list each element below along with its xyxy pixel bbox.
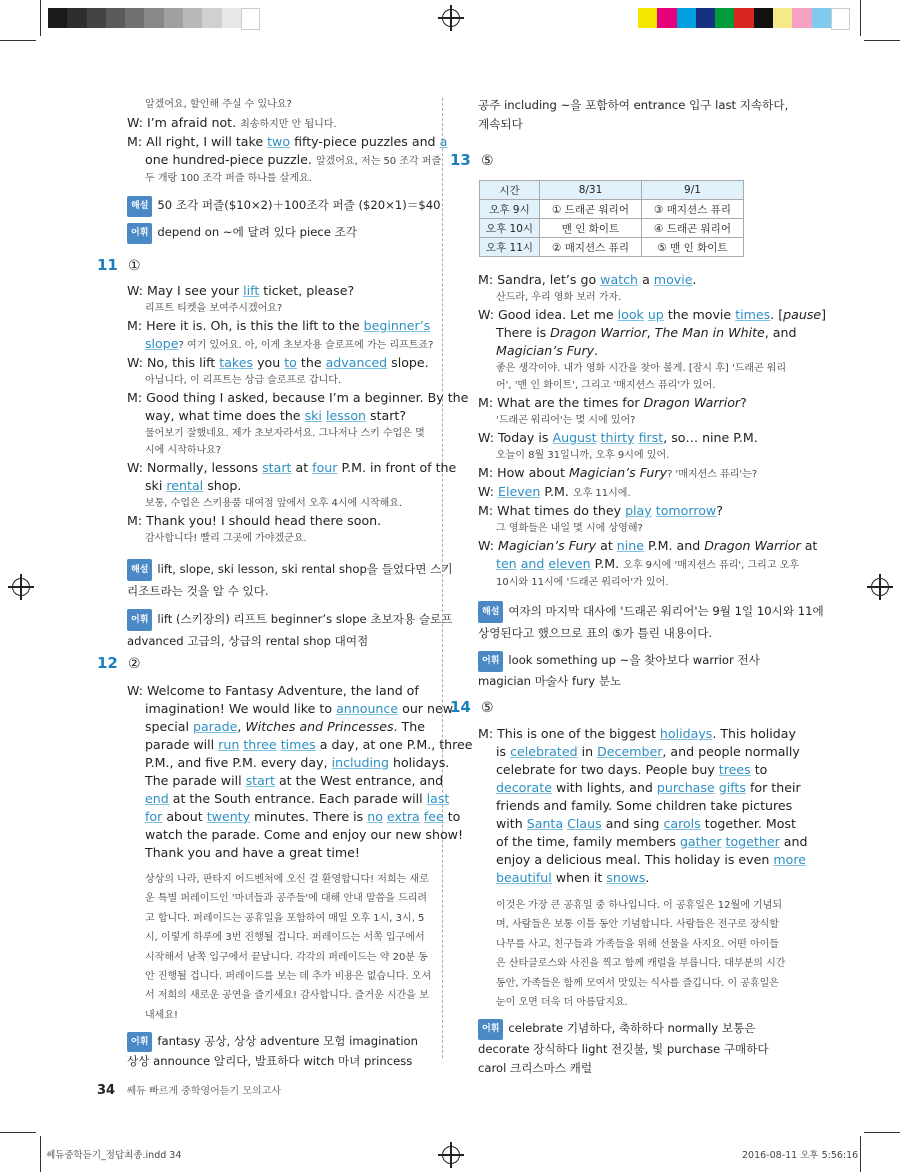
registration-mark-left: [12, 578, 30, 596]
explanation: 해설 50 조각 퍼즐($10×2)＋100조각 퍼즐 ($20×1)＝$40: [127, 196, 427, 217]
registration-mark-bottom: [442, 1146, 460, 1164]
book-title: 쎄듀 빠르게 중학영어듣기 모의고사: [126, 1086, 281, 1097]
left-column: 알겠어요, 할인해 주실 수 있나요? W: I’m afraid not. 최송하지만 안 됩니다. M: All right, I will take two fifty-piece puzzles and a one hundred-piece puzzle. 알겠어요, 저는 50 조각 퍼즐 두 개랑 100 조각 퍼즐 하나를 살게요. 해설 50 조각 퍼즐($10×2)＋100조각 퍼즐 ($20×1)＝$40 어휘 depend on ~에 달려 있다 piece 조각: [127, 96, 427, 244]
korean-translation: 상상의 나라, 판타지 어드벤처에 오신 걸 환영합니다! 저희는 새로 운 특별 퍼레이드인 '마녀들과 공주들'에 대해 안내 말씀을 드리려 고 합니다. 퍼레이드는 공휴일을 포함하여 매일 오후 1시, 3시, 5 시, 이렇게 하루에 3번 진행될 겁니다. 퍼레이드는 서쪽 입구에서 시작해서 남쪽 입구에서 끝납니다. 각각의 퍼레이드는 약 20분 동 안 진행될 겁니다. 퍼레이드를 보는 데 추가 비용은 없습니다. 오셔 서 저희의 새로운 공연을 즐기세요! 감사합니다. 즐거운 시간을 보 내세요!: [145, 874, 432, 1021]
crop-mark: [860, 1136, 861, 1172]
right-column-continuation: 공주 including ~을 포함하여 entrance 입구 last 지속하다, 계속되다: [478, 98, 789, 131]
crop-mark: [864, 1132, 900, 1133]
question-14-header: 14 ⑤: [450, 698, 494, 716]
crop-mark: [864, 40, 900, 41]
table-row: 오후 11시 ② 매지션스 퓨리 ⑤ 맨 인 화이트: [480, 238, 744, 257]
column-divider: [442, 98, 444, 1058]
table-row: 오후 10시 맨 인 화이트 ④ 드래곤 워리어: [480, 219, 744, 238]
korean-translation: 이것은 가장 큰 공휴일 중 하나입니다. 이 공휴일은 12월에 기념되 며, 사람들은 보통 이틀 동안 기념합니다. 사람들은 전구로 장식할 나무를 사고, 친구들과 가족들을 위해 선물을 사지요. 어떤 아이들 은 산타클로스와 사진을 찍고 함께 캐럴을 부릅니다. 대부분의 시간 동안, 가족들은 함께 모여서 맛있는 식사를 즐깁니다. 이 공휴일은 눈이 오면 더욱 더 아름답지요.: [496, 900, 786, 1009]
question-13-transcript: M: Sandra, let’s go watch a movie. 산드라, 우리 영화 보러 가자. W: Good idea. Let me look up the movie times. [pause] There is Dragon Warrior, The Man in White, and Magician’s Fury. 좋은 생각이야. 내가 영화 시간을 찾아 볼게. [잠시 후] '드래곤 워리 어', '맨 인 화이트', 그리고 '매지션스 퓨리'가 있어. M: What are the times for Dragon Warrior? '드래곤 워리어'는 몇 시에 있어? W: Today is August thirty first, so… nine P.M. 오늘이 8월 31일니까, 오후 9시에 있어. M: How about Magician’s Fury? '매지션스 퓨리'는? W: Eleven P.M. 오후 11시에. M: What times do they play tomorrow? 그 영화들은 내일 몇 시에 상영해? W: Magician’s Fury at nine P.M. and Dragon Warrior at ten and eleven P.M. 오후 9시에 '매지션스 퓨리', 그리고 오후 10시와 11시에 '드래곤 워리어'가 있어. 해설 여자의 마지막 대사에 '드래곤 워리어'는 9월 1일 10시와 11에 상영된다고 했으므로 표의 ⑤가 틀린 내용이다. 어휘 look something up ~을 찾아보다 warrior 전사 magician 마술사 fury 분노: [478, 271, 788, 691]
slug-timestamp: 2016-08-11 오후 5:56:16: [742, 1150, 859, 1161]
grayscale-bar: [48, 8, 260, 28]
color-bar: [638, 8, 850, 28]
explanation: 해설 lift, slope, ski lesson, ski rental shop을 들었다면 스키 리조트라는 것을 알 수 있다.: [127, 559, 432, 601]
crop-mark: [860, 0, 861, 36]
page-number: 34: [97, 1083, 116, 1098]
question-13-header: 13 ⑤: [450, 151, 494, 169]
registration-mark-top: [442, 9, 460, 27]
crop-mark: [0, 40, 36, 41]
crop-mark: [0, 1132, 36, 1133]
vocabulary: 어휘 fantasy 공상, 상상 adventure 모험 imagination 상상 announce 알리다, 발표하다 witch 마녀 princess: [127, 1034, 418, 1069]
question-14-transcript: M: This is one of the biggest holidays. This holiday is celebrated in December, and people normally celebrate for two days. People buy trees to decorate with lights, and purchase gifts for their friends and family. Some children take pictures with Santa Claus and sing carols together. Most of the time, family members gather together and enjoy a delicious meal. This holiday is even more beautiful when it snows. 이것은 가장 큰 공휴일 중 하나입니다. 이 공휴일은 12월에 기념되 며, 사람들은 보통 이틀 동안 기념합니다. 사람들은 전구로 장식할 나무를 사고, 친구들과 가족들을 위해 선물을 사지요. 어떤 아이들 은 산타클로스와 사진을 찍고 함께 캐럴을 부릅니다. 대부분의 시간 동안, 가족들은 함께 모여서 맛있는 식사를 즐깁니다. 이 공휴일은 눈이 오면 더욱 더 아름답지요. 어휘 celebrate 기념하다, 축하하다 normally 보통은 decorate 장식하다 light 전깃불, 빛 purchase 구매하다 carol 크리스마스 캐럴: [478, 725, 788, 1078]
question-12-header: 12 ②: [97, 654, 141, 672]
vocabulary: 어휘 depend on ~에 달려 있다 piece 조각: [127, 223, 427, 244]
movie-schedule-table: [479, 180, 744, 257]
question-11-transcript: W: May I see your lift ticket, please? 리프트 티켓을 보여주시겠어요? M: Here it is. Oh, is this the lift to the beginner’s slope? 여기 있어요. 아, 이게 초보자용 슬로프에 가는 리프트죠? W: No, this lift takes you to the advanced slope. 아닙니다, 이 리프트는 상급 슬로프로 갑니다. M: Good thing I asked, because I’m a beginner. By the way, what time does the ski lesson start? 물어보기 잘했네요. 제가 초보자라서요. 그나저나 스키 수업은 몇 시에 시작하나요? W: Normally, lessons start at four P.M. in front of the ski rental shop. 보통, 수업은 스키용품 대여점 앞에서 오후 4시에 시작해요. M: Thank you! I should head there soon. 감사합니다! 빨리 그곳에 가야겠군요. 해설 lift, slope, ski lesson, ski rental shop을 들었다면 스키 리조트라는 것을 알 수 있다. 어휘 lift (스키장의) 리프트 beginner’s slope 초보자용 슬로프 advanced 고급의, 상급의 rental shop 대여점: [127, 282, 432, 651]
crop-mark: [40, 0, 41, 36]
table-header-row: 시간 8/31 9/1: [480, 181, 744, 200]
page-footer: [97, 1082, 281, 1098]
registration-mark-right: [871, 578, 889, 596]
dialogue-line: M: All right, I will take two fifty-piece puzzles and a: [127, 134, 448, 149]
slug-filename: 쎄듀중학듣기_정답최종.indd 34: [46, 1150, 182, 1161]
korean-line: 알겠어요, 할인해 주실 수 있나요?: [145, 99, 292, 110]
vocabulary: 어휘 celebrate 기념하다, 축하하다 normally 보통은 decorate 장식하다 light 전깃불, 빛 purchase 구매하다 carol 크리스마스 캐럴: [478, 1021, 769, 1076]
crop-mark: [40, 1136, 41, 1172]
explanation: 해설 여자의 마지막 대사에 '드래곤 워리어'는 9월 1일 10시와 11에 상영된다고 했으므로 표의 ⑤가 틀린 내용이다.: [478, 601, 788, 643]
question-11-header: 11 ①: [97, 256, 141, 274]
vocabulary: 어휘 look something up ~을 찾아보다 warrior 전사 magician 마술사 fury 분노: [478, 653, 760, 688]
table-row: 오후 9시 ① 드래곤 워리어 ③ 매지션스 퓨리: [480, 200, 744, 219]
dialogue-line: W: I’m afraid not. 최송하지만 안 됩니다.: [127, 115, 337, 130]
vocabulary: 어휘 lift (스키장의) 리프트 beginner’s slope 초보자용 슬로프 advanced 고급의, 상급의 rental shop 대여점: [127, 609, 432, 651]
question-12-transcript: W: Welcome to Fantasy Adventure, the land of imagination! We would like to announce our new special parade, Witches and Princesses. The parade will run three times a day, at one P.M., three P.M., and five P.M. every day, including holidays. The parade will start at the West entrance, and end at the South entrance. Each parade will last for about twenty minutes. There is no extra fee to watch the parade. Come and enjoy our new show! Thank you and have a great time! 상상의 나라, 판타지 어드벤처에 오신 걸 환영합니다! 저희는 새로 운 특별 퍼레이드인 '마녀들과 공주들'에 대해 안내 말씀을 드리려 고 합니다. 퍼레이드는 공휴일을 포함하여 매일 오후 1시, 3시, 5 시, 이렇게 하루에 3번 진행될 겁니다. 퍼레이드는 서쪽 입구에서 시작해서 남쪽 입구에서 끝납니다. 각각의 퍼레이드는 약 20분 동 안 진행될 겁니다. 퍼레이드를 보는 데 추가 비용은 없습니다. 오셔 서 저희의 새로운 공연을 즐기세요! 감사합니다. 즐거운 시간을 보 내세요! 어휘 fantasy 공상, 상상 adventure 모험 imagination 상상 announce 알리다, 발표하다 witch 마녀 princess: [127, 683, 473, 1069]
